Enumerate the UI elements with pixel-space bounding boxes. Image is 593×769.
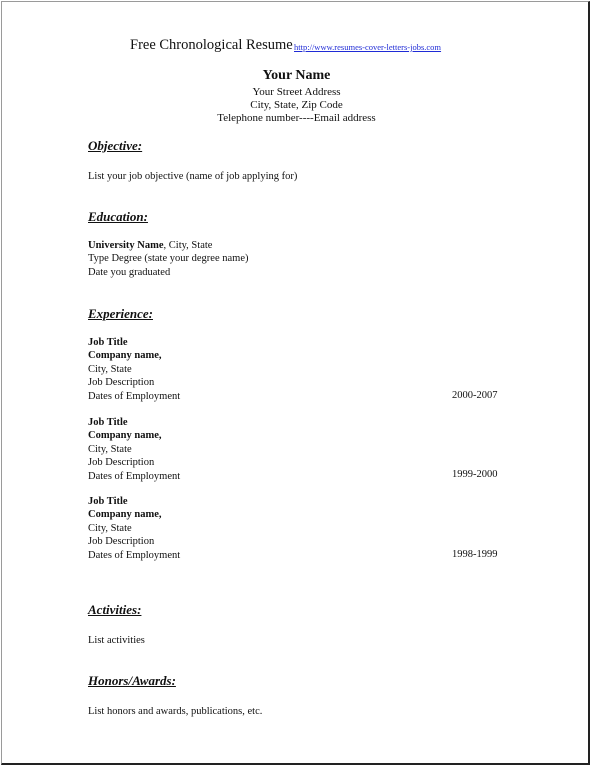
job-location: City, State — [88, 363, 132, 375]
education-heading: Education: — [88, 209, 148, 224]
objective-text: List your job objective (name of job applying for) — [88, 171, 298, 182]
job-title: Job Title — [88, 417, 128, 428]
job-location: City, State — [88, 522, 132, 534]
job-title: Job Title — [88, 337, 128, 348]
resume-page — [1, 1, 590, 765]
job-company: Company name, — [88, 430, 162, 442]
education-degree: Type Degree (state your degree name) — [88, 253, 249, 265]
education-block — [88, 239, 248, 279]
job-dates-label: Dates of Employment — [88, 549, 181, 561]
contact-street: Your Street Address — [252, 86, 341, 98]
job-dates-label: Dates of Employment — [88, 470, 181, 482]
job-title: Job Title — [88, 496, 128, 507]
honors-text: List honors and awards, publications, etc. — [88, 706, 263, 717]
job-dates-label: Dates of Employment — [88, 390, 181, 402]
job-company: Company name, — [88, 350, 162, 362]
university-name: University Name — [88, 240, 164, 251]
job-dates: 1999-2000 — [452, 469, 498, 480]
education-university-line — [88, 239, 248, 252]
university-location: , City, State — [163, 240, 213, 251]
job-description: Job Description — [88, 457, 155, 469]
website-link[interactable]: http://www.resumes-cover-letters-jobs.com — [294, 42, 442, 52]
honors-heading: Honors/Awards: — [88, 673, 176, 688]
document-title: Free Chronological Resume — [130, 37, 293, 53]
job-dates: 1998-1999 — [452, 549, 498, 560]
job-company: Company name, — [88, 509, 162, 521]
activities-text: List activities — [88, 635, 145, 646]
job-description: Job Description — [88, 377, 155, 389]
activities-heading: Activities: — [88, 602, 142, 617]
job-description: Job Description — [88, 536, 155, 548]
contact-name: Your Name — [262, 68, 331, 83]
job-location: City, State — [88, 443, 132, 455]
contact-city-state-zip: City, State, Zip Code — [250, 99, 343, 111]
job-entry — [88, 336, 180, 403]
job-entry — [88, 495, 180, 562]
education-graduated: Date you graduated — [88, 266, 171, 278]
objective-heading: Objective: — [88, 138, 143, 153]
experience-heading: Experience: — [88, 306, 153, 321]
job-entry — [88, 416, 180, 483]
job-dates: 2000-2007 — [452, 390, 498, 401]
contact-phone-email: Telephone number----Email address — [217, 112, 376, 124]
